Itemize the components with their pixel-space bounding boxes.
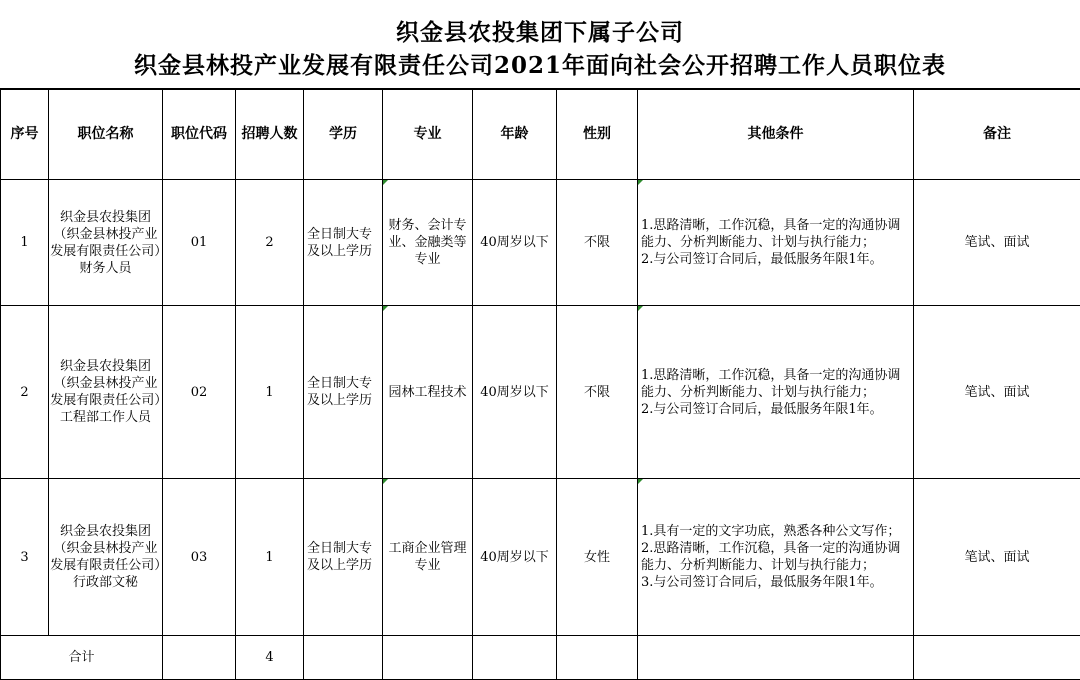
condition-line: 1.思路清晰，工作沉稳，具备一定的沟通协调能力、分析判断能力、计划与执行能力；	[641, 367, 913, 401]
row-age: 40周岁以下	[473, 306, 557, 479]
title-area	[0, 0, 1080, 89]
row-seq: 1	[1, 180, 49, 306]
row-headcount: 2	[236, 180, 304, 306]
condition-line: 2.与公司签订合同后，最低服务年限1年。	[641, 401, 913, 418]
condition-line: 2.思路清晰，工作沉稳，具备一定的沟通协调能力、分析判断能力、计划与执行能力；	[641, 540, 913, 574]
row-position-code: 02	[163, 306, 236, 479]
header-major: 专业	[383, 90, 473, 180]
header-education: 学历	[304, 90, 383, 180]
row-headcount: 1	[236, 479, 304, 636]
row-remarks: 笔试、面试	[914, 180, 1080, 306]
row-position-name: 织金县农投集团（织金县林投产业发展有限责任公司）工程部工作人员	[49, 306, 163, 479]
condition-line: 2.与公司签订合同后，最低服务年限1年。	[641, 251, 913, 268]
row-remarks: 笔试、面试	[914, 479, 1080, 636]
title-line-1: 织金县农投集团下属子公司	[0, 14, 1080, 47]
row-major: 园林工程技术	[383, 306, 473, 479]
total-empty-education	[304, 636, 383, 680]
header-headcount: 招聘人数	[236, 90, 304, 180]
header-position-code: 职位代码	[163, 90, 236, 180]
title-line-2: 织金县林投产业发展有限责任公司2021年面向社会公开招聘工作人员职位表	[0, 47, 1080, 80]
positions-table	[0, 89, 1080, 680]
total-label: 合计	[1, 636, 163, 680]
header-remarks: 备注	[914, 90, 1080, 180]
total-empty-gender	[557, 636, 638, 680]
total-empty-code	[163, 636, 236, 680]
row-age: 40周岁以下	[473, 479, 557, 636]
row-seq: 2	[1, 306, 49, 479]
condition-line: 1.思路清晰，工作沉稳，具备一定的沟通协调能力、分析判断能力、计划与执行能力；	[641, 217, 913, 251]
condition-line: 3.与公司签订合同后，最低服务年限1年。	[641, 574, 913, 591]
header-other-conditions: 其他条件	[638, 90, 914, 180]
row-major: 财务、会计专业、金融类等专业	[383, 180, 473, 306]
total-empty-age	[473, 636, 557, 680]
condition-line: 1.具有一定的文字功底，熟悉各种公文写作；	[641, 523, 913, 540]
row-other-conditions	[638, 180, 914, 306]
row-education: 全日制大专及以上学历	[304, 180, 383, 306]
total-empty-conditions	[638, 636, 914, 680]
header-age: 年龄	[473, 90, 557, 180]
row-gender: 女性	[557, 479, 638, 636]
row-headcount: 1	[236, 306, 304, 479]
row-seq: 3	[1, 479, 49, 636]
table-row	[1, 306, 1080, 479]
row-position-code: 01	[163, 180, 236, 306]
row-other-conditions	[638, 479, 914, 636]
row-education: 全日制大专及以上学历	[304, 306, 383, 479]
row-gender: 不限	[557, 306, 638, 479]
table-row	[1, 479, 1080, 636]
row-gender: 不限	[557, 180, 638, 306]
row-education: 全日制大专及以上学历	[304, 479, 383, 636]
header-position-name: 职位名称	[49, 90, 163, 180]
total-empty-remarks	[914, 636, 1080, 680]
row-position-name: 织金县农投集团（织金县林投产业发展有限责任公司）行政部文秘	[49, 479, 163, 636]
row-remarks: 笔试、面试	[914, 306, 1080, 479]
row-position-name: 织金县农投集团（织金县林投产业发展有限责任公司）财务人员	[49, 180, 163, 306]
row-age: 40周岁以下	[473, 180, 557, 306]
header-gender: 性别	[557, 90, 638, 180]
header-row	[1, 90, 1080, 180]
total-row	[1, 636, 1080, 680]
total-headcount: 4	[236, 636, 304, 680]
row-position-code: 03	[163, 479, 236, 636]
table-row	[1, 180, 1080, 306]
header-seq: 序号	[1, 90, 49, 180]
row-other-conditions	[638, 306, 914, 479]
total-empty-major	[383, 636, 473, 680]
row-major: 工商企业管理专业	[383, 479, 473, 636]
